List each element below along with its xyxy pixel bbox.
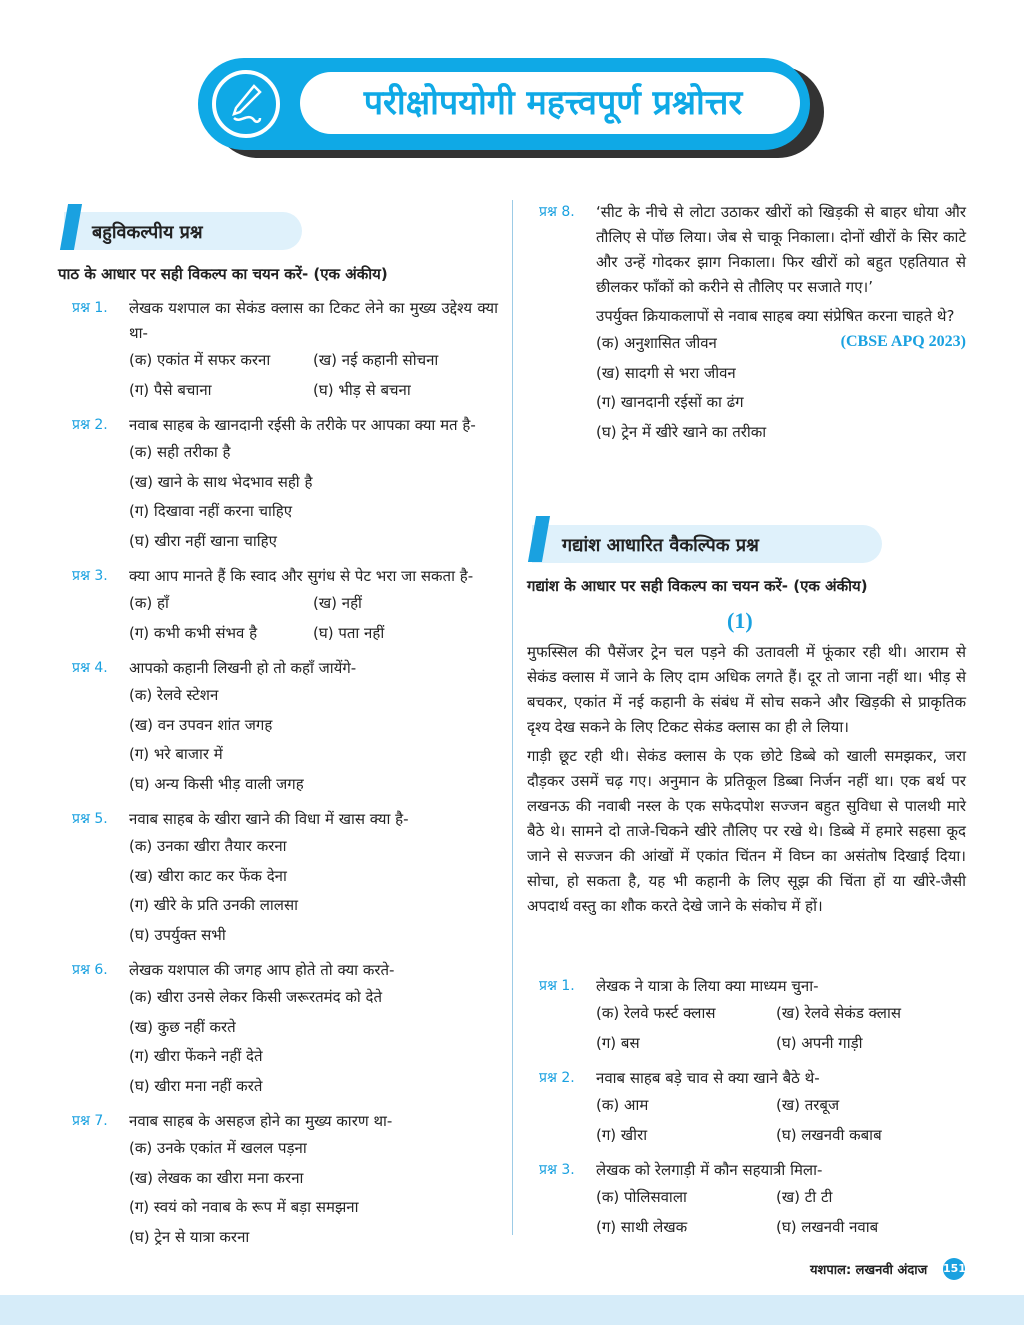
page-number: 151 bbox=[943, 1258, 965, 1280]
source-tag: (CBSE APQ 2023) bbox=[840, 333, 966, 350]
question-label: प्रश्न 3. bbox=[72, 568, 108, 584]
option: (क) हाँ bbox=[129, 594, 169, 612]
question-text: नवाब साहब के खीरा खाने की विधा में खास क्या है- bbox=[129, 810, 409, 828]
question-text: ‘सीट के नीचे से लोटा उठाकर खीरों को खिड़की से बाहर धोया और तौलिए से पोंछ लिया। जेब से चाकू निकाला। दोनों खीरों के सिर काटे और उन्हें गोदकर झाग निकाला। फिर खीरों को बहुत एहतियात से छीलकर फाँकों को करीने से तौलिए पर सजाते गए।’ bbox=[596, 203, 966, 296]
option: (घ) अपनी गाड़ी bbox=[776, 1033, 863, 1052]
question-label: प्रश्न 6. bbox=[72, 962, 108, 978]
question-4 bbox=[72, 656, 498, 799]
question-1 bbox=[72, 296, 498, 405]
question-text: लेखक यशपाल का सेकंड क्लास का टिकट लेने का मुख्य उद्देश्य क्या था- bbox=[129, 299, 498, 342]
question-text: आपको कहानी लिखनी हो तो कहाँ जायेंगे- bbox=[129, 659, 357, 677]
question-6 bbox=[72, 958, 498, 1101]
question-text: नवाब साहब बड़े चाव से क्या खाने बैठे थे- bbox=[596, 1069, 820, 1087]
question-text: लेखक ने यात्रा के लिया क्या माध्यम चुना- bbox=[596, 977, 819, 995]
column-divider bbox=[512, 200, 513, 1235]
option: (ख) सादगी से भरा जीवन bbox=[596, 363, 736, 382]
option: (ख) तरबूज bbox=[776, 1096, 840, 1114]
instruction: पाठ के आधार पर सही विकल्प का चयन करें- (एक अंकीय) bbox=[58, 265, 388, 283]
question-sub: उपर्युक्त क्रियाकलापों से नवाब साहब क्या संप्रेषित करना चाहते थे? bbox=[596, 307, 955, 325]
question-text: लेखक को रेलगाड़ी में कौन सहयात्री मिला- bbox=[596, 1161, 823, 1179]
option: (ख) नहीं bbox=[313, 594, 362, 612]
option: (घ) ट्रेन में खीरे खाने का तरीका bbox=[596, 422, 767, 441]
passage-number: (1) bbox=[727, 608, 753, 633]
question-text: नवाब साहब के असहज होने का मुख्य कारण था- bbox=[129, 1112, 393, 1130]
question-label: प्रश्न 2. bbox=[72, 417, 108, 433]
option: (घ) लखनवी नवाब bbox=[776, 1217, 879, 1236]
question-label: प्रश्न 4. bbox=[72, 660, 108, 676]
option: (ग) पैसे बचाना bbox=[129, 380, 212, 399]
question-text: लेखक यशपाल की जगह आप होते तो क्या करते- bbox=[129, 961, 395, 979]
option: (ग) खानदानी रईसों का ढंग bbox=[596, 393, 744, 411]
option: (ख) लेखक का खीरा मना करना bbox=[129, 1168, 304, 1187]
option: (ग) साथी लेखक bbox=[596, 1217, 688, 1236]
option: (ख) खीरा काट कर फेंक देना bbox=[129, 866, 287, 885]
option: (ख) वन उपवन शांत जगह bbox=[129, 715, 273, 734]
passage-paragraph: मुफस्सिल की पैसेंजर ट्रेन चल पड़ने की उतावली में फूंकार रही थी। आराम से सेकंड क्लास में जाने के लिए दाम अधिक लगते हैं। दूर तो जाना नहीं था। भीड़ से बचकर, एकांत में नई कहानी के संबंध में सोच सकने और खिड़की से प्राकृतिक दृश्य देख सकने के लिए टिकट सेकंड क्लास का ही ले लिया। bbox=[527, 643, 966, 736]
question-label: प्रश्न 7. bbox=[72, 1113, 108, 1129]
section-title: बहुविकल्पीय प्रश्न bbox=[92, 222, 203, 243]
question-label: प्रश्न 2. bbox=[539, 1070, 575, 1086]
question-2 bbox=[72, 413, 498, 556]
option: (ख) कुछ नहीं करते bbox=[129, 1017, 236, 1036]
banner-title: परीक्षोपयोगी महत्त्वपूर्ण प्रश्नोत्तर bbox=[363, 83, 743, 123]
option: (क) उनके एकांत में खलल पड़ना bbox=[129, 1139, 307, 1157]
option: (क) पोलिसवाला bbox=[596, 1188, 687, 1206]
question-8 bbox=[539, 192, 966, 447]
option: (घ) ट्रेन से यात्रा करना bbox=[129, 1227, 250, 1246]
passage-question-2 bbox=[539, 1066, 966, 1150]
option: (ग) भरे बाजार में bbox=[129, 745, 223, 763]
option: (ग) खीरे के प्रति उनकी लालसा bbox=[129, 896, 298, 914]
question-label: प्रश्न 5. bbox=[72, 811, 108, 827]
option: (घ) खीरा मना नहीं करते bbox=[129, 1076, 263, 1095]
option: (घ) पता नहीं bbox=[313, 623, 385, 642]
option: (घ) उपर्युक्त सभी bbox=[129, 925, 226, 944]
option: (ग) बस bbox=[596, 1033, 640, 1052]
option: (क) उनका खीरा तैयार करना bbox=[129, 837, 287, 855]
option: (ख) नई कहानी सोचना bbox=[313, 351, 439, 369]
question-5 bbox=[72, 807, 498, 950]
passage-questions bbox=[539, 966, 966, 1242]
left-questions bbox=[72, 288, 498, 1252]
option: (ख) टी टी bbox=[776, 1188, 833, 1206]
question-text: क्या आप मानते हैं कि स्वाद और सुगंध से पेट भरा जा सकता है- bbox=[129, 567, 474, 585]
bottom-band bbox=[0, 1295, 1024, 1325]
question-7 bbox=[72, 1109, 498, 1252]
passage-question-1 bbox=[539, 974, 966, 1058]
question-label: प्रश्न 3. bbox=[539, 1162, 575, 1178]
option: (ग) खीरा फेंकने नहीं देते bbox=[129, 1047, 263, 1065]
option: (ग) स्वयं को नवाब के रूप में बड़ा समझना bbox=[129, 1198, 359, 1216]
option: (क) सही तरीका है bbox=[129, 443, 231, 461]
option: (क) रेलवे फर्स्ट क्लास bbox=[596, 1004, 716, 1022]
option: (ग) दिखावा नहीं करना चाहिए bbox=[129, 502, 293, 520]
option: (घ) अन्य किसी भीड़ वाली जगह bbox=[129, 774, 304, 793]
question-text: नवाब साहब के खानदानी रईसी के तरीके पर आपका क्या मत है- bbox=[129, 416, 476, 434]
option: (ग) कभी कभी संभव है bbox=[129, 623, 258, 642]
question-label: प्रश्न 1. bbox=[72, 300, 108, 316]
section-title: गद्यांश आधारित वैकल्पिक प्रश्न bbox=[562, 535, 759, 556]
pencil-icon bbox=[212, 70, 280, 138]
option: (क) एकांत में सफर करना bbox=[129, 351, 271, 369]
question-label: प्रश्न 8. bbox=[539, 204, 575, 220]
passage-paragraph: गाड़ी छूट रही थी। सेकंड क्लास के एक छोटे डिब्बे को खाली समझकर, जरा दौड़कर उसमें चढ़ गए। अनुमान के प्रतिकूल डिब्बा निर्जन नहीं था। एक बर्थ पर लखनऊ की नवाबी नस्ल के एक सफेदपोश सज्जन बहुत सुविधा से पालथी मारे बैठे थे। सामने दो ताजे-चिकने खीरे तौलिए पर रखे थे। डिब्बे में हमारे सहसा कूद जाने से सज्जन की आंखों में एकांत चिंतन में विघ्न का असंतोष दिखाई दिया। सोचा, हो सकता है, यह भी कहानी के लिए सूझ की चिंता हों या खीरे-जैसी अपदार्थ वस्तु का शौक करते देखे जाने के संकोच में हों। bbox=[527, 747, 966, 915]
option: (ख) खाने के साथ भेदभाव सही है bbox=[129, 472, 313, 491]
passage bbox=[527, 640, 966, 923]
option: (घ) लखनवी कबाब bbox=[776, 1125, 882, 1144]
option: (क) अनुशासित जीवन bbox=[596, 334, 717, 352]
chapter-footer: यशपाल: लखनवी अंदाज bbox=[810, 1263, 928, 1278]
option: (क) खीरा उनसे लेकर किसी जरूरतमंद को देते bbox=[129, 988, 383, 1006]
option: (क) रेलवे स्टेशन bbox=[129, 686, 219, 704]
instruction: गद्यांश के आधार पर सही विकल्प का चयन करें- (एक अंकीय) bbox=[527, 577, 868, 595]
question-label: प्रश्न 1. bbox=[539, 978, 575, 994]
passage-question-3 bbox=[539, 1158, 966, 1242]
option: (ख) रेलवे सेकंड क्लास bbox=[776, 1004, 901, 1022]
option: (क) आम bbox=[596, 1096, 649, 1114]
option: (ग) खीरा bbox=[596, 1125, 648, 1144]
option: (घ) भीड़ से बचना bbox=[313, 380, 411, 399]
question-3 bbox=[72, 564, 498, 648]
option: (घ) खीरा नहीं खाना चाहिए bbox=[129, 531, 277, 550]
